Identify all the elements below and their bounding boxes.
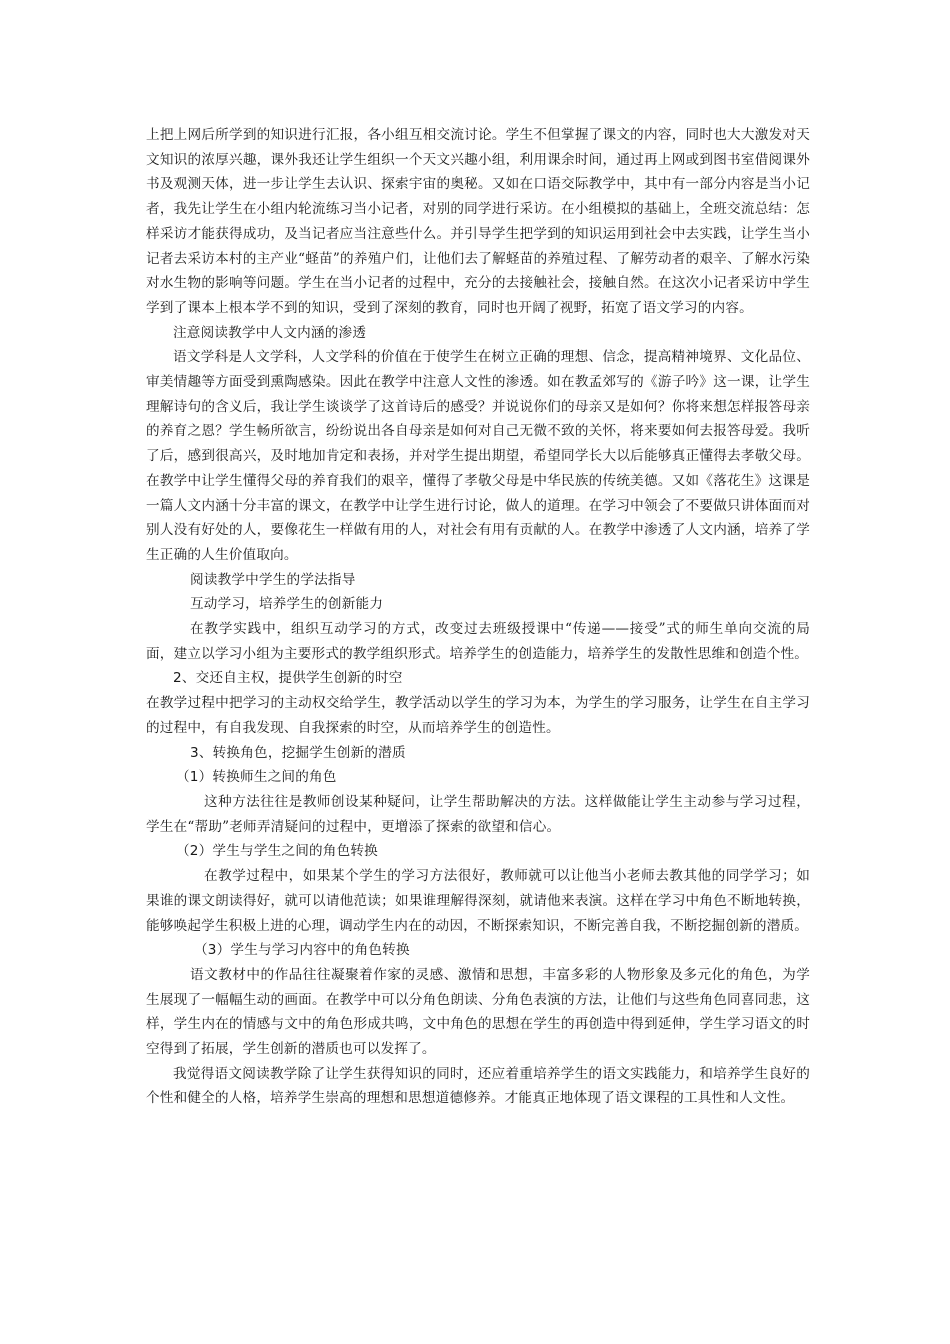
heading-student-student: （2）学生与学生之间的角色转换 [176,843,378,860]
heading-interactive-learning: 互动学习，培养学生的创新能力 [190,596,384,613]
heading-student-content: （3）学生与学习内容中的角色转换 [194,942,410,959]
paragraph-1: 上把上网后所学到的知识进行汇报，各小组互相交流讨论。学生不但掌握了课文的内容，同时也大大激发对天文知识的浓厚兴趣，课外我还让学生组织一个天文兴趣小组，利用课余时间，通过再上网或到图书室借阅课外书及观测天体，进一步让学生去认识、探索宇宙的奥秘。又如在口语交际教学中，其中有一部分内容是当小记者，我先让学生在小组内轮流练习当小记者，对别的同学进行采访。在小组模拟的基础上，全班交流总结：怎样采访才能获得成功，及当记者应当注意些什么。并引导学生把学到的知识运用到社会中去实践，让学生当小记者去采访本村的主产业“蛏苗”的养殖户们，让他们去了解蛏苗的养殖过程、了解劳动者的艰辛、了解水污染对水生物的影响等问题。学生在当小记者的过程中，充分的去接触社会，接触自然。在这次小记者采访中学生学到了课本上根本学不到的知识，受到了深刻的教育，同时也开阔了视野，拓宽了语文学习的内容。 [146,127,810,316]
paragraph-2: 语文学科是人文学科，人文学科的价值在于使学生在树立正确的理想、信念，提高精神境界、文化品位、审美情趣等方面受到熏陶感染。因此在教学中注意人文性的渗透。如在教孟郊写的《游子吟》这一课，让学生理解诗句的含义后，我让学生谈谈学了这首诗后的感受？并说说你们的母亲又是如何？你将来想怎样报答母亲的养育之恩？学生畅所欲言，纷纷说出各自母亲是如何对自己无微不致的关怀，将来要如何去报答母爱。我听了后，感到很高兴，及时地加肯定和表扬，并对学生提出期望，希望同学长大以后能够真正懂得去孝敬父母。在教学中让学生懂得父母的养育我们的艰辛，懂得了孝敬父母是中华民族的传统美德。又如《落花生》这课是一篇人文内涵十分丰富的课文，在教学中让学生进行讨论，做人的道理。在学习中领会了不要做只讲体面而对别人没有好处的人，要像花生一样做有用的人，对社会有用有贡献的人。在教学中渗透了人文内涵，培养了学生正确的人生价值取向。 [146,349,810,563]
heading-humanistic: 注意阅读教学中人文内涵的渗透 [173,324,367,341]
heading-study-method: 阅读教学中学生的学法指导 [190,571,356,588]
paragraph-7: 语文教材中的作品往往凝聚着作家的灵感、激情和思想，丰富多彩的人物形象及多元化的角色，为学生展现了一幅幅生动的画面。在教学中可以分角色朗读、分角色表演的方法，让他们与这些角色同喜同悲，这样，学生内在的情感与文中的角色形成共鸣，文中角色的思想在学生的再创造中得到延伸，学生学习语文的时空得到了拓展，学生创新的潜质也可以发挥了。 [146,966,810,1058]
heading-teacher-student: （1）转换师生之间的角色 [176,769,337,786]
paragraph-4: 在教学过程中把学习的主动权交给学生，教学活动以学生的学习为本，为学生的学习服务，让学生在自主学习的过程中，有自我发现、自我探索的时空，从而培养学生的创造性。 [146,695,810,736]
heading-role-change: 3、转换角色，挖掘学生创新的潜质 [190,744,406,761]
paragraph-6: 在教学过程中，如果某个学生的学习方法很好，教师就可以让他当小老师去教其他的同学学习；如果谁的课文朗读得好，就可以请他范读；如果谁理解得深刻，就请他来表演。这样在学习中角色不断地转换，能够唤起学生积极上进的心理，调动学生内在的动因，不断探索知识，不断完善自我，不断挖掘创新的潜质。 [146,868,810,934]
paragraph-5: 这种方法往往是教师创设某种疑问，让学生帮助解决的方法。这样做能让学生主动参与学习过程，学生在“帮助”老师弄清疑问的过程中，更增添了探索的欲望和信心。 [146,793,810,835]
paragraph-8: 我觉得语文阅读教学除了让学生获得知识的同时，还应着重培养学生的语文实践能力，和培养学生良好的个性和健全的人格，培养学生崇高的理想和思想道德修养。才能真正地体现了语文课程的工具性和人文性。 [146,1065,810,1107]
heading-autonomy: 2、交还自主权，提供学生创新的时空 [173,670,403,687]
paragraph-3: 在教学实践中，组织互动学习的方式，改变过去班级授课中“传递——接受”式的师生单向交流的局面，建立以学习小组为主要形式的教学组织形式。培养学生的创造能力，培养学生的发散性思维和创造个性。 [146,621,810,662]
document-page [146,123,810,1111]
